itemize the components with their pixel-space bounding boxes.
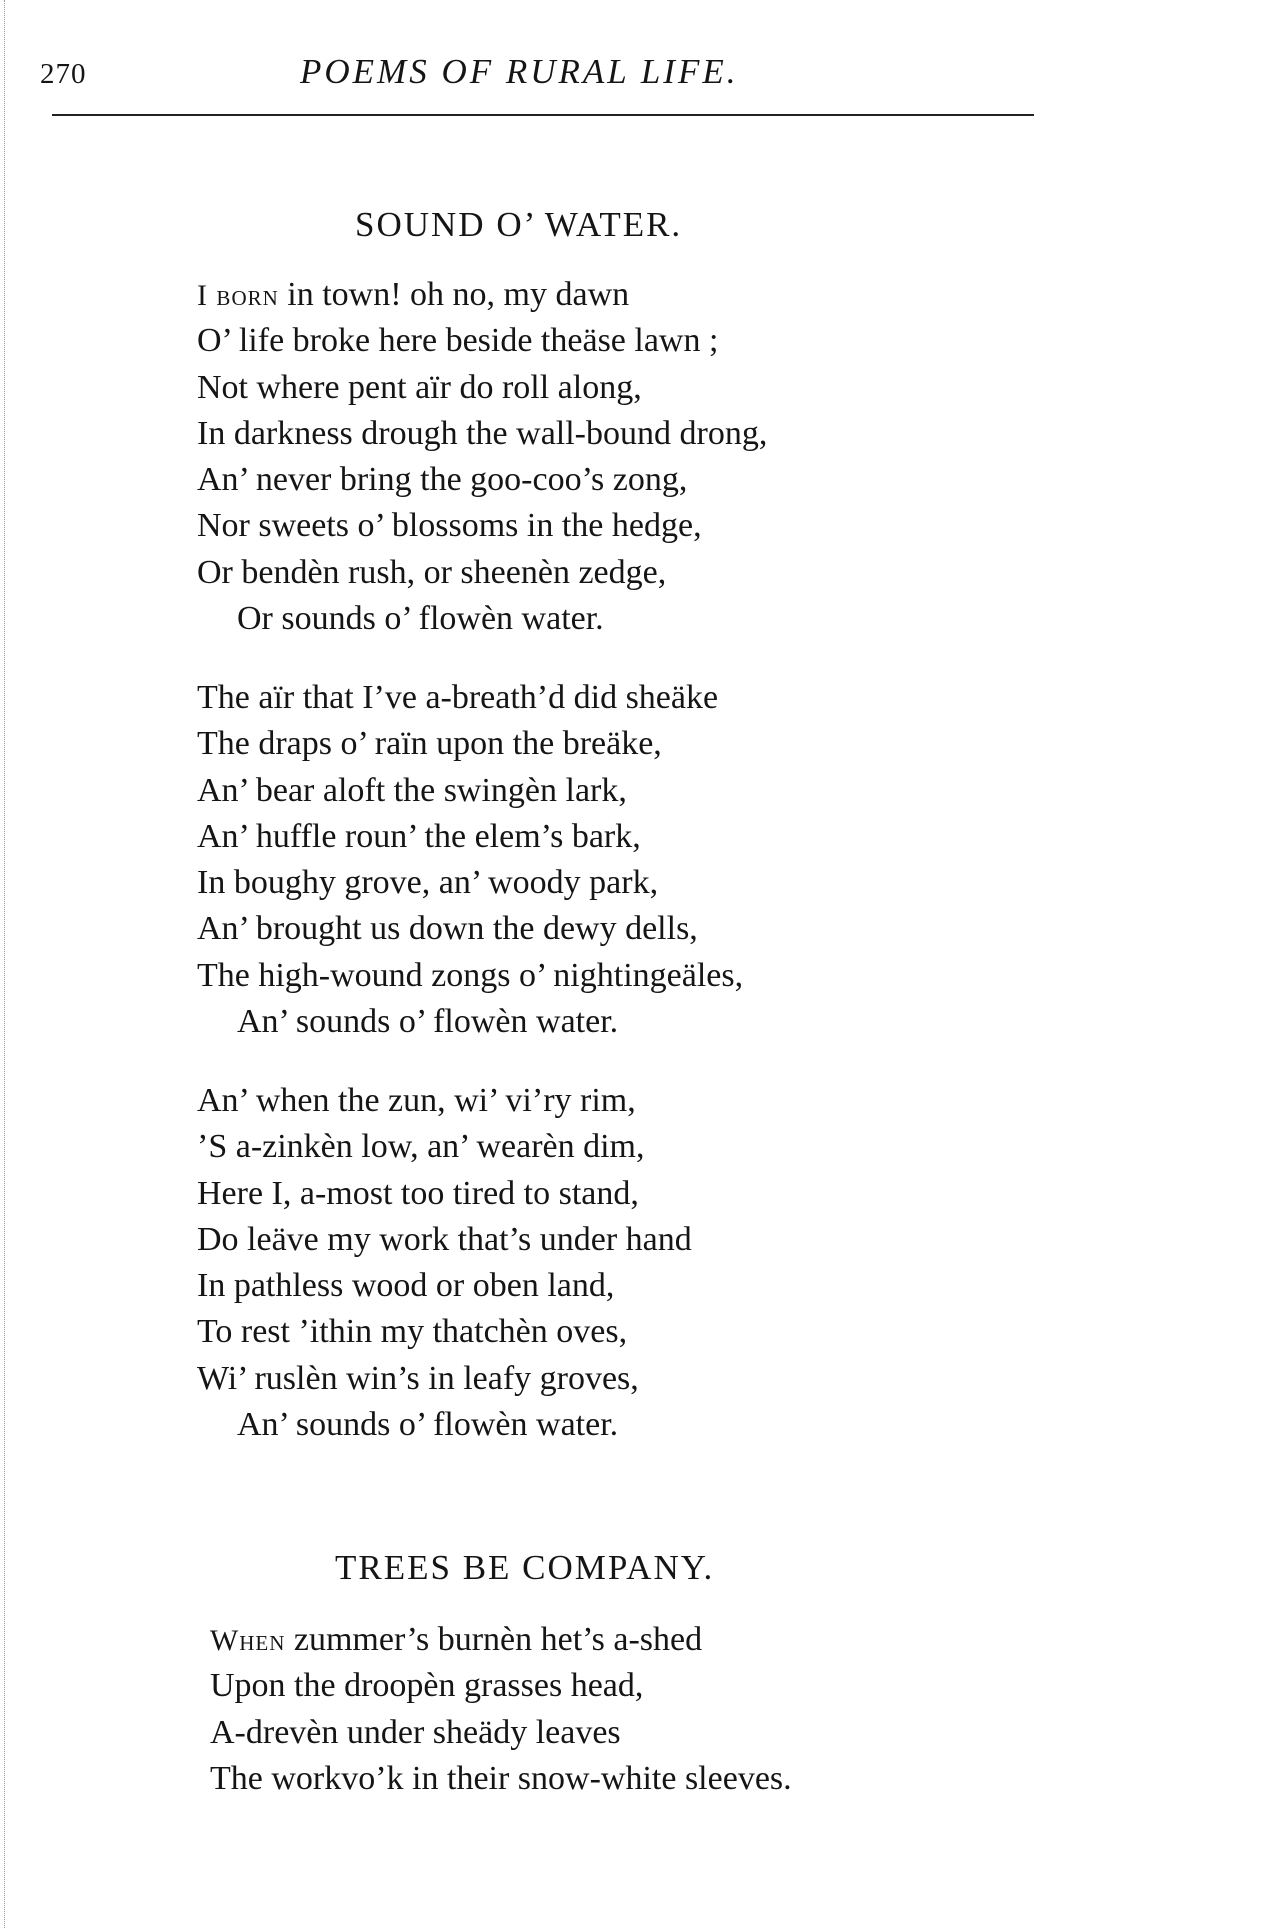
verse-line: The aïr that I’ve a-breath’d did sheäke — [197, 679, 719, 716]
verse-line: Not where pent aïr do roll along, — [197, 368, 642, 406]
verse-line: ’S a-zinkèn low, an’ wearèn dim, — [197, 1128, 645, 1166]
verse-line: The workvo’k in their snow-white sleeves. — [210, 1759, 792, 1797]
verse-line: In boughy grove, an’ woody park, — [197, 864, 659, 902]
verse-text: zummer’s burnèn het’s a-shed — [285, 1621, 703, 1658]
refrain-line: An’ sounds o’ flowèn water. — [237, 1003, 619, 1041]
verse-line: Upon the droopèn grasses head, — [210, 1667, 644, 1705]
running-head: POEMS OF RURAL LIFE. — [300, 52, 739, 91]
verse-line — [197, 272, 767, 318]
refrain-line: An’ sounds o’ flowèn water. — [237, 1406, 619, 1444]
verse-line: The draps o’ raïn upon the breäke, — [197, 725, 662, 763]
verse-line: An’ never bring the goo-coo’s zong, — [197, 461, 688, 499]
verse-line: In pathless wood or oben land, — [197, 1267, 615, 1305]
verse-line: O’ life broke here beside theäse lawn ; — [197, 322, 719, 360]
page-number: 270 — [40, 58, 87, 90]
verse-line: To rest ’ithin my thatchèn oves, — [197, 1313, 628, 1351]
verse-line: Nor sweets o’ blossoms in the hedge, — [197, 507, 702, 545]
verse-line: In darkness drough the wall-bound drong, — [197, 414, 768, 452]
verse-lead-word: When — [210, 1624, 286, 1657]
verse-line: An’ brought us down the dewy dells, — [197, 910, 698, 948]
verse-line: Wi’ ruslèn win’s in leafy groves, — [197, 1359, 639, 1397]
verse-line: Do leäve my work that’s under hand — [197, 1220, 692, 1258]
stanza-4 — [210, 1617, 792, 1802]
verse-line: An’ bear aloft the swingèn lark, — [197, 771, 627, 809]
header-rule — [52, 114, 1034, 116]
poem-title-sound-o-water: SOUND O’ WATER. — [355, 205, 683, 244]
scan-edge — [4, 0, 5, 1928]
poem-title-trees-be-company: TREES BE COMPANY. — [335, 1548, 715, 1587]
verse-lead-word: I born — [197, 279, 279, 312]
stanza-3 — [197, 1078, 692, 1448]
verse-line: Here I, a-most too tired to stand, — [197, 1174, 639, 1212]
refrain-line: Or sounds o’ flowèn water. — [237, 600, 604, 638]
verse-line: An’ huffle roun’ the elem’s bark, — [197, 817, 641, 855]
verse-line: Or bendèn rush, or sheenèn zedge, — [197, 553, 667, 591]
verse-text: in town! oh no, my dawn — [278, 276, 630, 313]
verse-line: The high-wound zongs o’ nightingeäles, — [197, 956, 744, 994]
stanza-1 — [197, 272, 767, 642]
verse-line: An’ when the zun, wi’ vi’ry rim, — [197, 1082, 636, 1119]
verse-line — [210, 1617, 792, 1663]
verse-line: A-drevèn under sheädy leaves — [210, 1713, 621, 1751]
stanza-2 — [197, 675, 743, 1045]
